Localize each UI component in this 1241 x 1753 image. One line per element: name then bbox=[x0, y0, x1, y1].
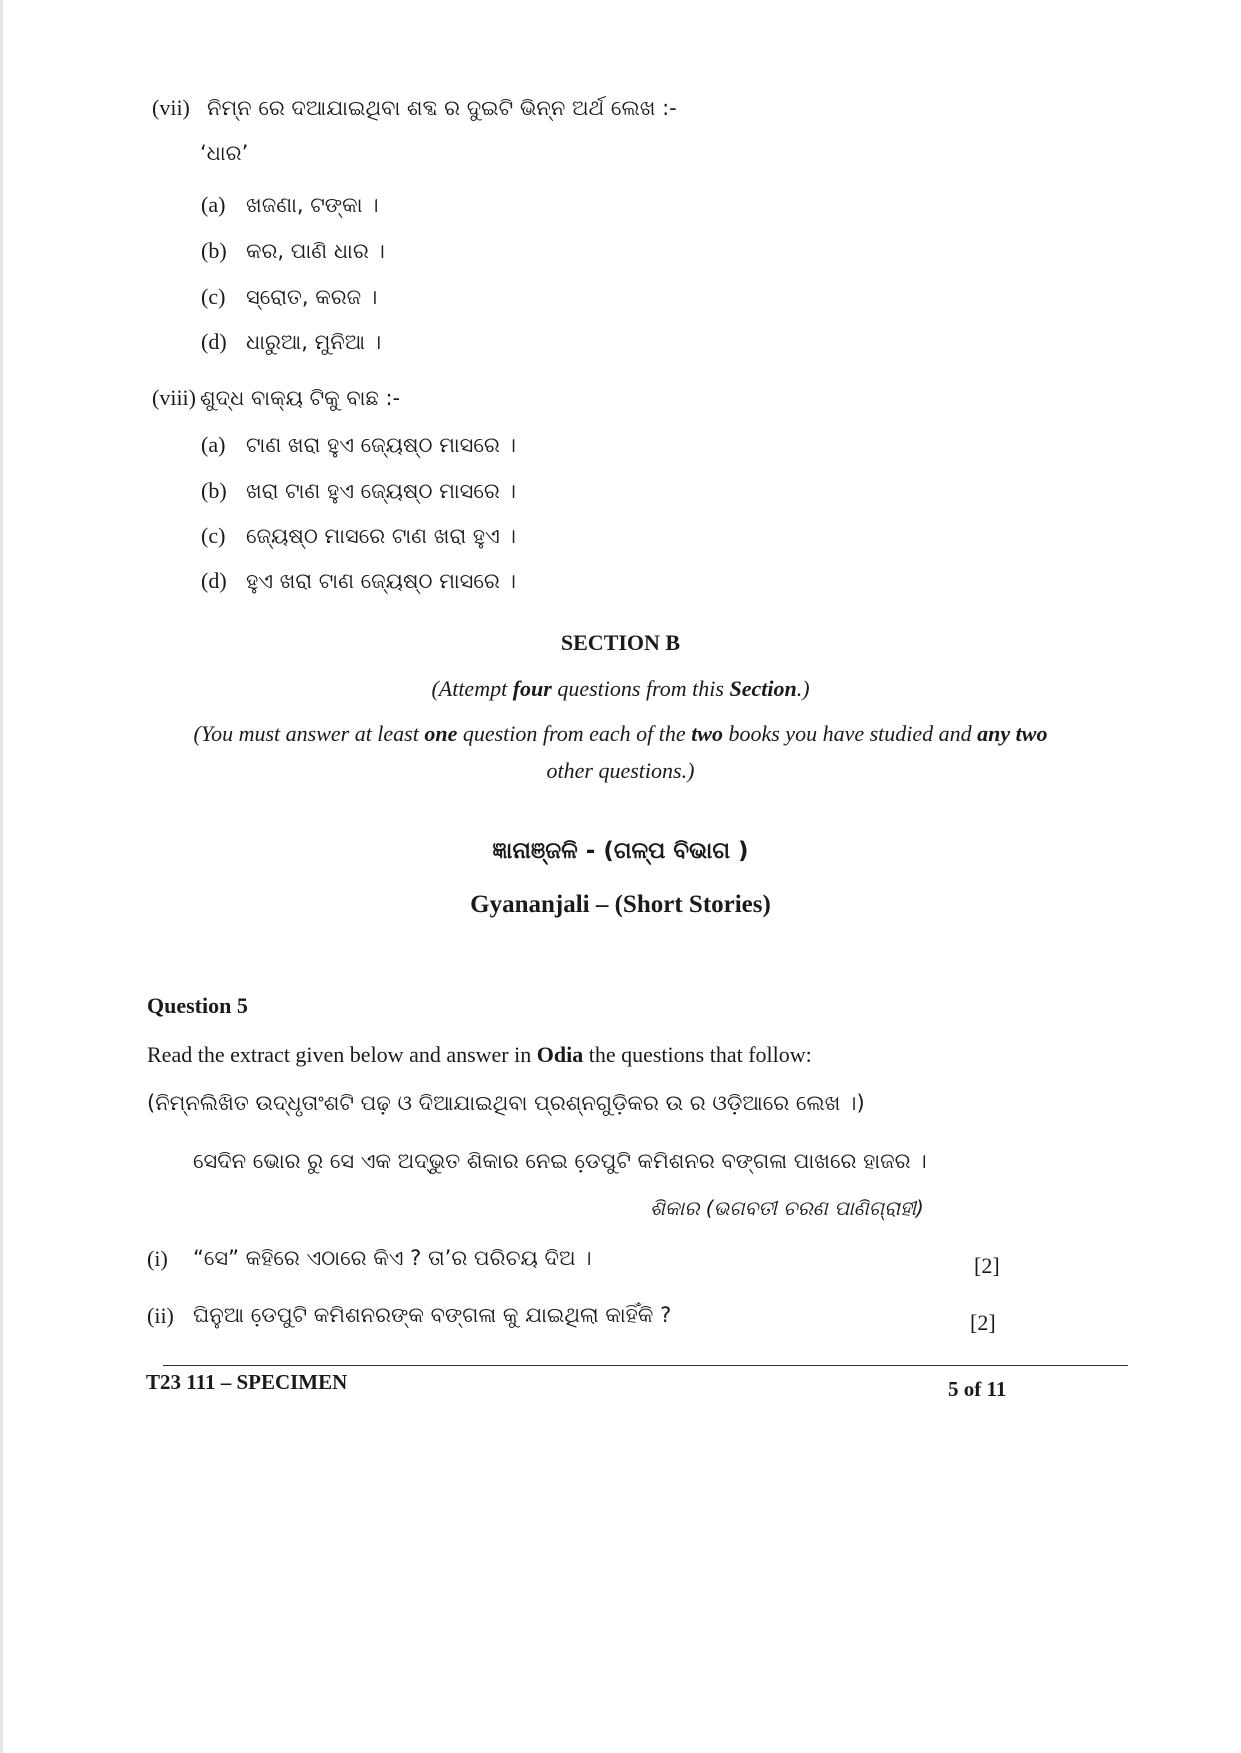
marks: [2] bbox=[970, 1310, 996, 1335]
book-english-title: Gyananjali – (Short Stories) bbox=[470, 891, 771, 918]
option-text: ହୁଏ ଖରା ଟାଣ ଜ୍ୟେଷ୍ଠ ମାସରେ । bbox=[246, 569, 516, 593]
question-label: (vii) bbox=[152, 95, 190, 120]
section-attempt-note bbox=[0, 676, 1241, 702]
part-text: ଘିନୁଆ ଡେ଼ପୁଟି କମିଶନରଙ୍କ ବଙ୍ଗଳା କୁ ଯାଇଥିଲା କାହିଁକି ? bbox=[193, 1303, 672, 1327]
extract-source: ଶିକାର (ଭଗବତୀ ଚରଣ ପାଣିଗ୍ରାହୀ) bbox=[650, 1196, 924, 1220]
note-text: (Attempt bbox=[431, 676, 513, 701]
option-label: (a) bbox=[201, 192, 226, 217]
odia-instruction: (ନିମ୍ନଲିଖିତ ଉଦ୍ଧୃତାଂଶଟି ପଢ଼ ଓ ଦିଆଯାଇଥିବା ପ୍ରଶ୍ନଗୁଡ଼ିକର ଉ ର ଓଡ଼ିଆରେ ଲେଖ ।) bbox=[147, 1091, 865, 1115]
book-odia-title: ଜ୍ଞାନାଞ୍ଜଳି - (ଗଳ୍ପ ବିଭାଗ ) bbox=[492, 838, 749, 864]
footer-divider bbox=[163, 1365, 1128, 1366]
note-text: (You must answer at least bbox=[193, 721, 425, 746]
note-emphasis: Section bbox=[729, 676, 797, 701]
option-text: ଖରା ଟାଣ ହୁଏ ଜ୍ୟେଷ୍ଠ ମାସରେ । bbox=[246, 479, 516, 503]
note-emphasis: four bbox=[512, 676, 552, 701]
question-word: ‘ଧାର’ bbox=[200, 141, 249, 165]
section-title: SECTION B bbox=[560, 630, 681, 655]
note-emphasis: any two bbox=[977, 721, 1048, 746]
instruction-emphasis: Odia bbox=[536, 1042, 584, 1067]
option-text: ଖଜଣା, ଟଙ୍କା । bbox=[246, 193, 379, 217]
section-must-note-continued: other questions.) bbox=[546, 758, 695, 783]
question-title: Question 5 bbox=[147, 993, 248, 1018]
part-label: (ii) bbox=[147, 1303, 174, 1328]
note-text: question from each of the bbox=[457, 721, 692, 746]
option-label: (b) bbox=[201, 238, 227, 263]
option-label: (c) bbox=[201, 523, 226, 548]
option-text: ସ୍ରୋତ, କରଜ । bbox=[246, 285, 378, 309]
note-text: questions from this bbox=[551, 676, 730, 701]
option-label: (d) bbox=[201, 568, 227, 593]
instruction-text: Read the extract given below and answer in bbox=[147, 1042, 537, 1067]
instruction-text: the questions that follow: bbox=[583, 1042, 812, 1067]
question-prompt: ଶୁଦ୍ଧ ବାକ୍ୟ ଟିକୁ ବାଛ :- bbox=[200, 386, 401, 410]
section-must-note bbox=[0, 721, 1241, 747]
option-label: (c) bbox=[201, 284, 226, 309]
note-emphasis: two bbox=[691, 721, 723, 746]
question-label: (viii) bbox=[152, 385, 196, 410]
note-text: books you have studied and bbox=[722, 721, 978, 746]
note-text: .) bbox=[796, 676, 810, 701]
footer-page-number: 5 of 11 bbox=[948, 1377, 1007, 1401]
part-text: “ସେ” କହିରେ ଏଠାରେ କିଏ ? ତା’ର ପରିଚୟ ଦିଅ । bbox=[193, 1246, 592, 1270]
question-prompt: ନିମ୍ନ ରେ ଦଆଯାଇଥିବା ଶବ୍ଦ ର ଦୁଇଟି ଭିନ୍ନ ଅର୍ଥ ଲେଖ :- bbox=[207, 96, 677, 120]
question-instruction bbox=[147, 1042, 812, 1068]
option-text: ଟାଣ ଖରା ହୁଏ ଜ୍ୟେଷ୍ଠ ମାସରେ । bbox=[246, 433, 516, 457]
marks: [2] bbox=[974, 1253, 1000, 1278]
scan-edge bbox=[0, 0, 3, 1753]
footer-code: T23 111 – SPECIMEN bbox=[146, 1370, 348, 1394]
option-label: (d) bbox=[201, 329, 227, 354]
note-emphasis: one bbox=[424, 721, 458, 746]
option-text: ଧାରୁଆ, ମୁନିଆ । bbox=[246, 330, 382, 354]
option-label: (a) bbox=[201, 432, 226, 457]
extract-text: ସେଦିନ ଭୋର ରୁ ସେ ଏକ ଅଦ୍ଭୁତ ଶିକାର ନେଇ ଡେ଼ପୁଟି କମିଶନର ବଙ୍ଗଳା ପାଖରେ ହାଜର । bbox=[193, 1149, 927, 1173]
option-label: (b) bbox=[201, 478, 227, 503]
option-text: କର, ପାଣି ଧାର । bbox=[246, 239, 385, 263]
part-label: (i) bbox=[147, 1246, 168, 1271]
option-text: ଜ୍ୟେଷ୍ଠ ମାସରେ ଟାଣ ଖରା ହୁଏ । bbox=[246, 524, 516, 548]
